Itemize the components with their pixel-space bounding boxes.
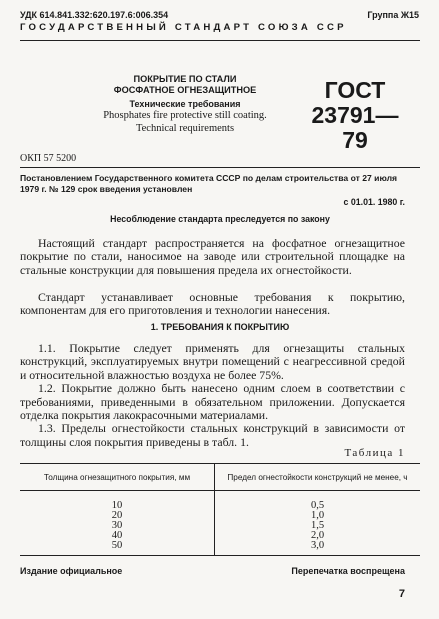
title-block bbox=[90, 74, 280, 135]
gost-label: ГОСТ bbox=[324, 77, 386, 103]
intro-text-2: Стандарт устанавливает основные требования к покрытию, компонентам для его приготовления и технологии нанесения. bbox=[20, 290, 405, 318]
intro-text-1: Настоящий стандарт распространяется на фосфатное огнезащитное покрытие по стали, наносимое на заводе или строительной площадке на стальные конструкции для повышения предела их огнестойкости. bbox=[20, 236, 405, 277]
thickness-cell: 40 bbox=[111, 530, 123, 541]
header-rule bbox=[20, 40, 420, 41]
thickness-cell: 20 bbox=[111, 510, 123, 521]
thickness-column bbox=[20, 491, 215, 556]
limit-cell: 3,0 bbox=[310, 540, 325, 551]
violation-notice: Несоблюдение стандарта преследуется по закону bbox=[110, 214, 330, 224]
thickness-cell: 30 bbox=[111, 520, 123, 531]
thickness-cell: 50 bbox=[111, 540, 123, 551]
title-en-line1: Phosphates fire protective still coating. bbox=[103, 110, 267, 121]
gost-number: 23791—79 bbox=[311, 102, 399, 153]
standard-header-line: ГОСУДАРСТВЕННЫЙ СТАНДАРТ СОЮЗА ССР bbox=[20, 22, 347, 33]
title-en-line2: Technical requirements bbox=[135, 123, 235, 134]
group-code: Группа Ж15 bbox=[367, 10, 419, 20]
table-header-limit: Предел огнестойкости конструкций не менее, ч bbox=[215, 464, 421, 491]
clause-1-1: 1.1. Покрытие следует применять для огнезащиты стальных конструкций, эксплуатируемых внутри помещений с неагрессивной средой и относительной влажностью воздуха не более 75%. bbox=[20, 341, 405, 382]
reprint-prohibited-note: Перепечатка воспрещена bbox=[291, 566, 405, 576]
okp-rule bbox=[20, 167, 420, 168]
intro-paragraph-2 bbox=[20, 291, 405, 318]
page-number: 7 bbox=[398, 588, 405, 600]
clause-1-2: 1.2. Покрытие должно быть нанесено одним слоем в соответствии с требованиями, приведенными в обязательном приложении. Допускается отделка покрытия лакокрасочными материалами. bbox=[20, 381, 405, 423]
table-header-row bbox=[20, 464, 420, 491]
decree-text: Постановлением Государственного комитета СССР по делам строительства от 27 июля 1979 г. № 129 срок введения установлен bbox=[20, 173, 398, 194]
intro-paragraph-1 bbox=[20, 237, 405, 277]
title-ru-line2: ФОСФАТНОЕ ОГНЕЗАЩИТНОЕ bbox=[113, 85, 257, 95]
section-title: 1. ТРЕБОВАНИЯ К ПОКРЫТИЮ bbox=[150, 322, 290, 332]
table-row bbox=[20, 491, 420, 556]
thickness-cell: 10 bbox=[111, 500, 123, 511]
gost-designation bbox=[300, 78, 410, 153]
udk-code: УДК 614.841.332:620.197.6:006.354 bbox=[20, 10, 169, 20]
official-edition-note: Издание официальное bbox=[20, 566, 123, 576]
effective-date: с 01.01. 1980 г. bbox=[343, 197, 405, 207]
okp-code: ОКП 57 5200 bbox=[20, 153, 77, 164]
table-caption: Таблица 1 bbox=[344, 447, 405, 459]
title-ru-line1: ПОКРЫТИЕ ПО СТАЛИ bbox=[133, 74, 237, 84]
section-1-body bbox=[20, 342, 405, 449]
title-ru-subtitle: Технические требования bbox=[129, 99, 241, 109]
limit-cell: 2,0 bbox=[310, 530, 325, 541]
limit-cell: 0,5 bbox=[310, 500, 325, 511]
limit-cell: 1,0 bbox=[310, 510, 325, 521]
clause-1-3: 1.3. Пределы огнестойкости стальных конструкций в зависимости от толщины слоя покрытия приведены в табл. 1. bbox=[20, 421, 405, 449]
limit-column bbox=[215, 491, 421, 556]
table-header-thickness: Толщина огнезащитного покрытия, мм bbox=[20, 464, 215, 491]
limit-cell: 1,5 bbox=[310, 520, 325, 531]
fire-resistance-table bbox=[20, 463, 420, 556]
